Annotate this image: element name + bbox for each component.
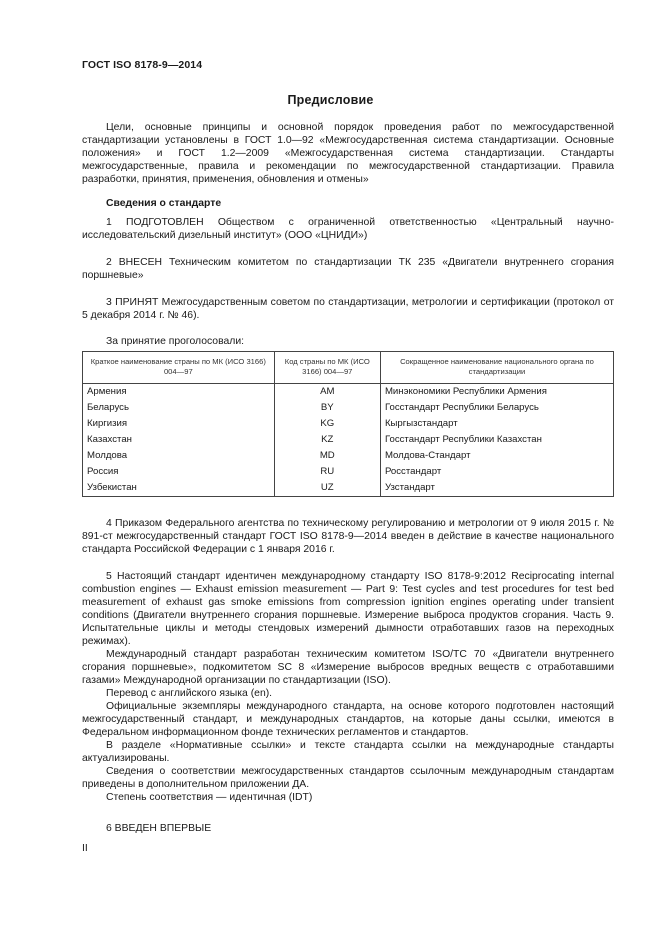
item-5-paragraph-5: В разделе «Нормативные ссылки» и тексте стандарта ссылки на международные стандарты актуализированы. xyxy=(82,740,614,764)
item-5-paragraph-4: Официальные экземпляры международного стандарта, на основе которого подготовлен настоящий межгосударственный стандарт, и международных стандартов, на которые даны ссылки, имеются в Федеральном информационном фонде технических регламентов и стандартов. xyxy=(82,701,614,738)
table-cell-country: Молдова xyxy=(83,448,275,464)
vote-table xyxy=(82,351,614,497)
table-header-country: Краткое наименование страны по МК (ИСО 3166) 004—97 xyxy=(83,352,275,384)
item-4 xyxy=(82,517,614,556)
vote-caption: За принятие проголосовали: xyxy=(106,336,245,347)
table-cell-body: Минэкономики Республики Армения xyxy=(380,384,613,401)
table-cell-code: BY xyxy=(274,400,380,416)
item-3-text: 3 ПРИНЯТ Межгосударственным советом по стандартизации, метрологии и сертификации (протокол от 5 декабря 2014 г. № 46). xyxy=(82,297,614,321)
table-cell-body: Кыргызстандарт xyxy=(380,416,613,432)
intro-paragraph xyxy=(82,121,614,186)
document-code: ГОСТ ISO 8178-9—2014 xyxy=(82,59,203,71)
table-row xyxy=(83,432,614,448)
section-heading-block xyxy=(82,197,614,210)
item-5-paragraph-3: Перевод с английского языка (en). xyxy=(106,688,273,699)
table-cell-country: Армения xyxy=(83,384,275,401)
item-5-text: 5 Настоящий стандарт идентичен международному стандарту ISO 8178-9:2012 Reciprocating internal combustion engines — Exhaust emission measurement — Part 9: Test cycles and test procedures for test bed measurement of exhaust gas smoke emissions from compression ignition engines operating under transient conditions (Двигатели внутреннего сгорания поршневые. Измерение выброса продуктов сгорания. Часть 9. Испытательные циклы и методы стендовых измерений дымности отработавших газов на переходных режимах). xyxy=(82,571,614,647)
table-cell-body: Молдова-Стандарт xyxy=(380,448,613,464)
page-number: II xyxy=(82,843,88,854)
item-4-text: 4 Приказом Федерального агентства по техническому регулированию и метрологии от 9 июля 2015 г. № 891-ст межгосударственный стандарт ГОСТ ISO 8178-9—2014 введен в действие в качестве национального стандарта Российской Федерации с 1 января 2016 г. xyxy=(82,518,614,555)
table-header-body: Сокращенное наименование национального органа по стандартизации xyxy=(380,352,613,384)
table-cell-country: Узбекистан xyxy=(83,480,275,497)
table-row xyxy=(83,384,614,401)
item-2-text: 2 ВНЕСЕН Техническим комитетом по стандартизации ТК 235 «Двигатели внутреннего сгорания поршневые» xyxy=(82,257,614,281)
table-cell-country: Россия xyxy=(83,464,275,480)
vote-caption-block xyxy=(82,335,614,348)
item-5 xyxy=(82,570,614,804)
table-cell-body: Росстандарт xyxy=(380,464,613,480)
section-heading: Сведения о стандарте xyxy=(106,198,222,209)
item-2 xyxy=(82,256,614,282)
item-1-text: 1 ПОДГОТОВЛЕН Обществом с ограниченной ответственностью «Центральный научно-исследовательский дизельный институт» (ООО «ЦНИДИ») xyxy=(82,217,614,241)
item-6 xyxy=(82,822,614,835)
item-1 xyxy=(82,216,614,242)
item-5-paragraph-2: Международный стандарт разработан техническим комитетом ISO/TC 70 «Двигатели внутреннего сгорания поршневые», подкомитетом SC 8 «Измерение выбросов вредных веществ с отработавшими газами» Международной организации по стандартизации (ISO). xyxy=(82,649,614,686)
table-cell-country: Беларусь xyxy=(83,400,275,416)
item-5-paragraph-6: Сведения о соответствии межгосударственных стандартов ссылочным международным стандартам приведены в дополнительном приложении ДА. xyxy=(82,766,614,790)
table-cell-body: Госстандарт Республики Беларусь xyxy=(380,400,613,416)
table-cell-code: RU xyxy=(274,464,380,480)
table-cell-code: UZ xyxy=(274,480,380,497)
intro-text: Цели, основные принципы и основной порядок проведения работ по межгосударственной стандартизации установлены в ГОСТ 1.0—92 «Межгосударственная система стандартизации. Основные положения» и ГОСТ 1.2—2009 «Межгосударственная система стандартизации. Стандарты межгосударственные, правила и рекомендации по межгосударственной стандартизации. Правила разработки, принятия, применения, обновления и отмены» xyxy=(82,122,614,185)
table-row xyxy=(83,400,614,416)
table-row xyxy=(83,480,614,497)
table-cell-body: Узстандарт xyxy=(380,480,613,497)
table-cell-code: AM xyxy=(274,384,380,401)
item-6-text: 6 ВВЕДЕН ВПЕРВЫЕ xyxy=(106,823,212,834)
page-title: Предисловие xyxy=(287,93,374,107)
table-row xyxy=(83,448,614,464)
table-row xyxy=(83,416,614,432)
table-cell-code: KG xyxy=(274,416,380,432)
table-row xyxy=(83,464,614,480)
table-header-row xyxy=(83,352,614,384)
item-3 xyxy=(82,296,614,322)
table-cell-country: Киргизия xyxy=(83,416,275,432)
table-cell-body: Госстандарт Республики Казахстан xyxy=(380,432,613,448)
table-cell-country: Казахстан xyxy=(83,432,275,448)
table-cell-code: KZ xyxy=(274,432,380,448)
table-header-code: Код страны по МК (ИСО 3166) 004—97 xyxy=(274,352,380,384)
table-cell-code: MD xyxy=(274,448,380,464)
item-5-paragraph-7: Степень соответствия — идентичная (IDT) xyxy=(106,792,313,803)
